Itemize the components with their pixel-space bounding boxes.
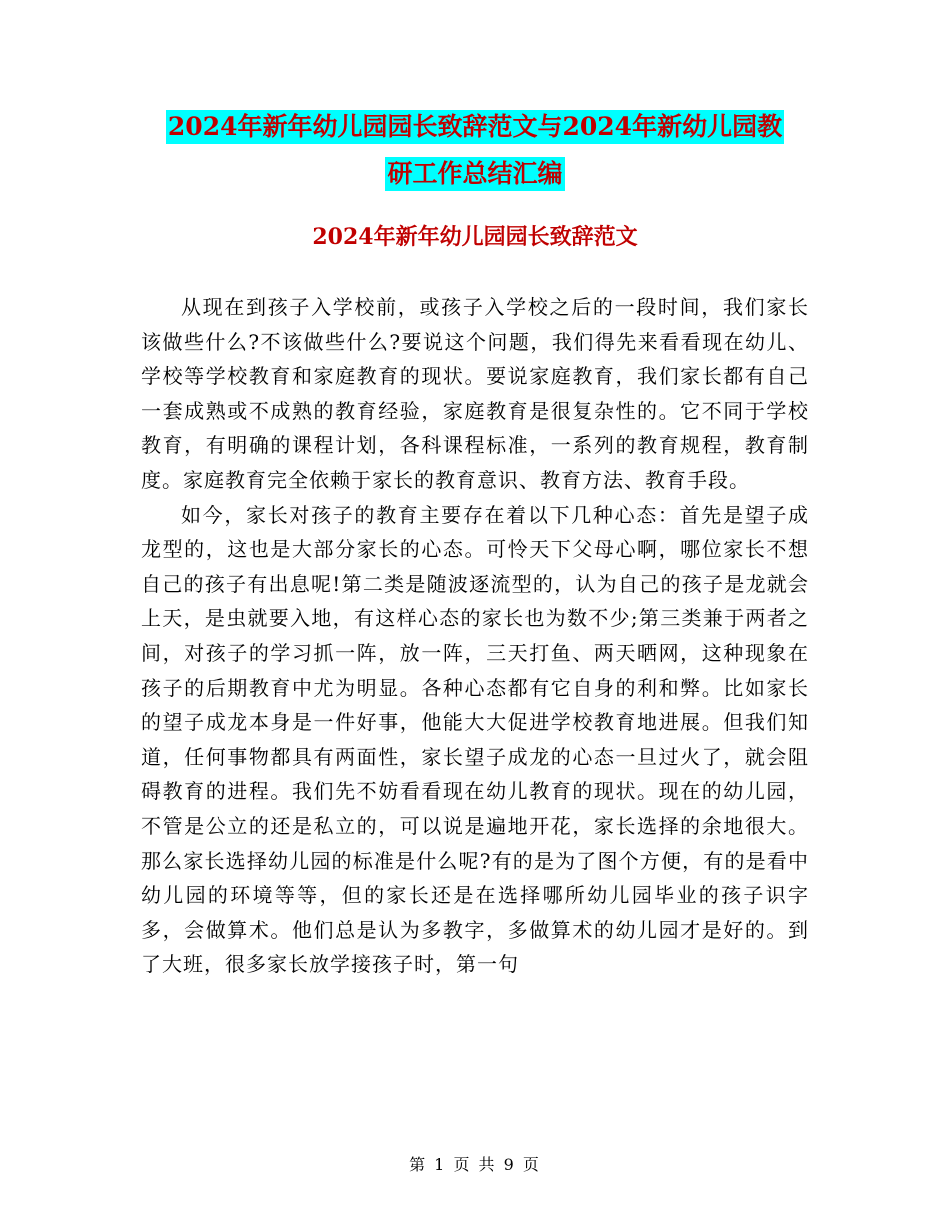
document-title (0, 110, 950, 191)
section-title: 2024年新年幼儿园园长致辞范文 (312, 224, 638, 250)
paragraph: 如今，家长对孩子的教育主要存在着以下几种心态：首先是望子成龙型的，这也是大部分家长的心态。可怜天下父母心啊，哪位家长不想自己的孩子有出息呢!第二类是随波逐流型的，认为自己的孩子是龙就会上天，是虫就要入地，有这样心态的家长也为数不少;第三类兼于两者之间，对孩子的学习抓一阵，放一阵，三天打鱼、两天晒网，这种现象在孩子的后期教育中尤为明显。各种心态都有它自身的利和弊。比如家长的望子成龙本身是一件好事，他能大大促进学校教育地进展。但我们知道，任何事物都具有两面性，家长望子成龙的心态一旦过火了，就会阻碍教育的进程。我们先不妨看看现在幼儿教育的现状。现在的幼儿园，不管是公立的还是私立的，可以说是遍地开花，家长选择的余地很大。那么家长选择幼儿园的标准是什么呢?有的是为了图个方便，有的是看中幼儿园的环境等等，但的家长还是在选择哪所幼儿园毕业的孩子识字多，会做算术。他们总是认为多教字，多做算术的幼儿园才是好的。到了大班，很多家长放学接孩子时，第一句 (141, 502, 809, 977)
document-body (141, 290, 809, 982)
paragraph: 从现在到孩子入学校前，或孩子入学校之后的一段时间，我们家长该做些什么?不该做些什么?要说这个问题，我们得先来看看现在幼儿、学校等学校教育和家庭教育的现状。要说家庭教育，我们家长都有自己一套成熟或不成熟的教育经验，家庭教育是很复杂性的。它不同于学校教育，有明确的课程计划，各科课程标准，一系列的教育规程，教育制度。家庭教育完全依赖于家长的教育意识、教育方法、教育手段。 (141, 295, 809, 492)
page-number: 第 1 页 共 9 页 (409, 1155, 541, 1174)
title-line-1: 2024年新年幼儿园园长致辞范文与2024年新幼儿园教 (166, 110, 784, 144)
title-line-2: 研工作总结汇编 (385, 157, 564, 191)
